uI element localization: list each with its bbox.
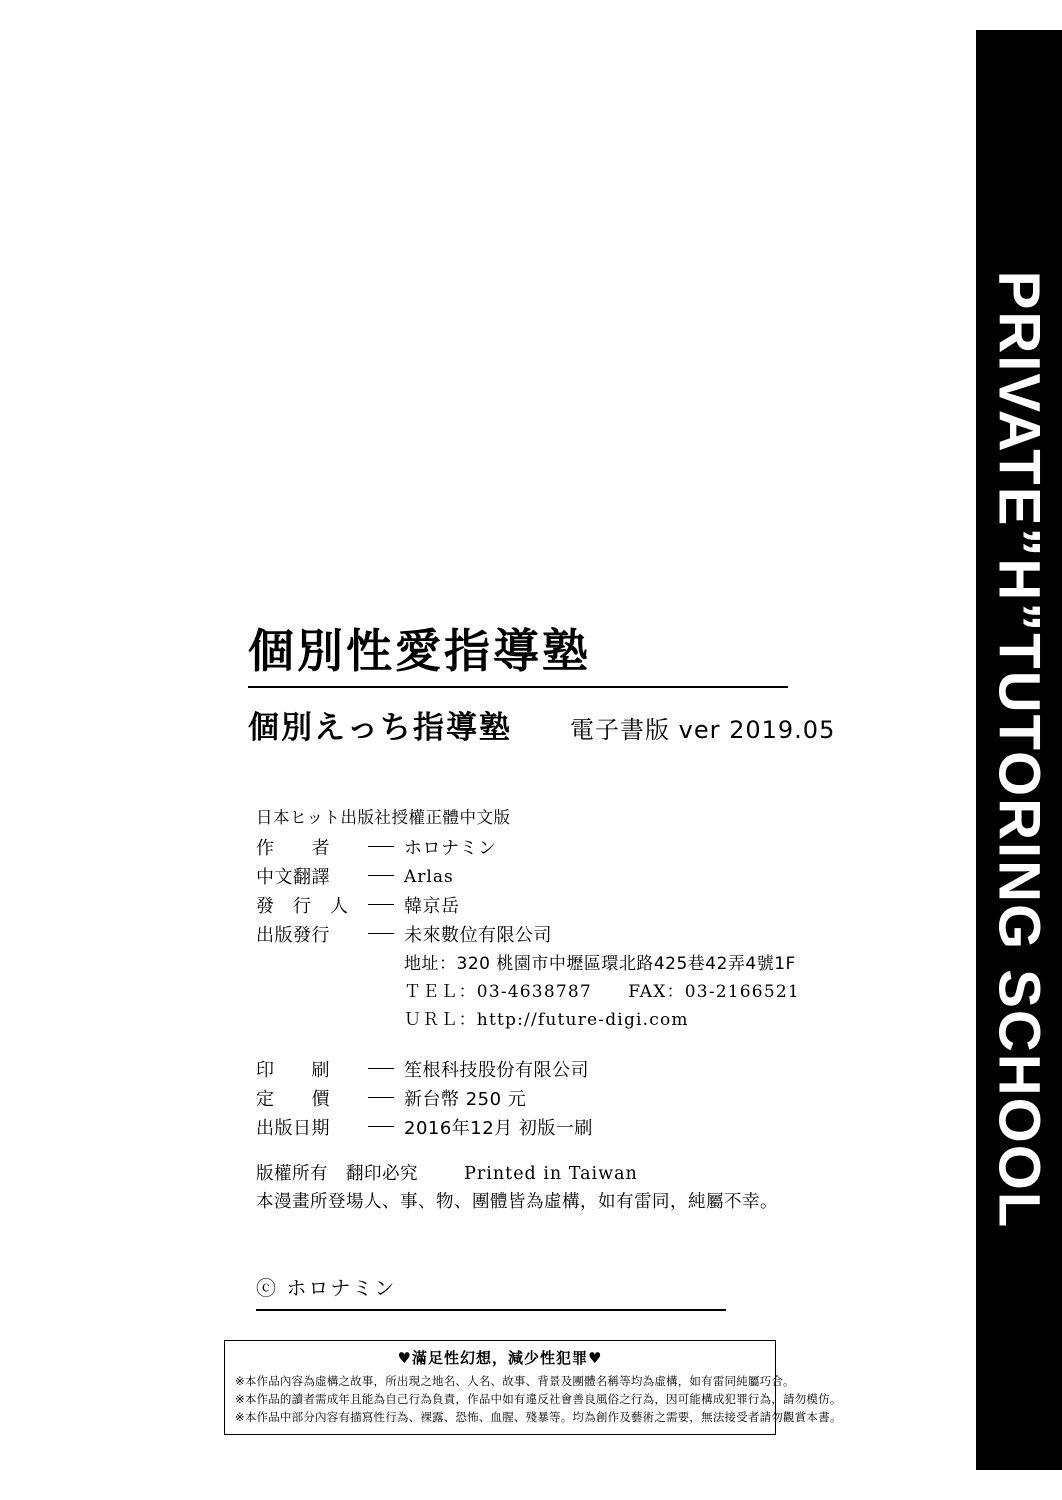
- credit-value: 韓京岳: [404, 895, 460, 917]
- credit-label: 作 者: [256, 837, 330, 859]
- credit-row-publisher-company: [256, 924, 876, 946]
- vertical-title-text: PRIVATE”H”TUTORING SCHOOL: [986, 270, 1052, 1230]
- dash-separator: [368, 933, 394, 934]
- page-title: 個別性愛指導塾: [248, 624, 591, 678]
- dash-separator: [368, 904, 394, 905]
- credit-label: 發 行 人: [256, 895, 349, 917]
- credits-block: [256, 810, 876, 1216]
- edition-version: 電子書版 ver 2019.05: [570, 715, 836, 744]
- credit-value: Arlas: [404, 867, 454, 887]
- credit-value: 新台幣 250 元: [404, 1088, 527, 1110]
- credit-value: 笙根科技股份有限公司: [404, 1059, 589, 1081]
- title-divider: [248, 686, 788, 688]
- credit-row-publication-date: [256, 1117, 876, 1139]
- warning-line: ※本作品內容為虛構之故事，所出現之地名、人名、故事、背景及團體名稱等均為虛構，如有雷同純屬巧合。: [235, 1374, 795, 1388]
- credit-label: 出版發行: [256, 924, 330, 946]
- credit-label: 出版日期: [256, 1117, 330, 1139]
- warning-box: [224, 1340, 842, 1435]
- credit-row-author: [256, 837, 876, 859]
- publisher-url: ＵＲＬ：http://future-digi.com: [404, 1009, 689, 1030]
- printed-in-taiwan-text: Printed in Taiwan: [464, 1163, 638, 1184]
- dash-separator: [368, 1126, 394, 1127]
- page-subtitle: 個別えっち指導塾: [248, 709, 512, 746]
- license-line: 日本ヒット出版社授權正體中文版: [256, 808, 511, 827]
- credit-value: ホロナミン: [404, 837, 497, 859]
- dash-separator: [368, 846, 394, 847]
- credit-label: 定 價: [256, 1088, 330, 1110]
- dash-separator: [368, 875, 394, 876]
- warning-line: ※本作品中部分內容有描寫性行為、裸露、恐怖、血腥、殘暴等。均為創作及藝術之需要，無法接受者請勿觀賞本書。: [235, 1409, 842, 1424]
- dash-separator: [368, 1068, 394, 1069]
- vertical-title-band: [976, 30, 1062, 1470]
- warning-heading: ♥滿足性幻想，減少性犯罪♥: [397, 1349, 603, 1367]
- credit-row-printer: [256, 1059, 876, 1081]
- credit-value: 2016年12月 初版一刷: [404, 1117, 593, 1139]
- rights-notice-line1: [256, 1160, 876, 1188]
- copyright-line: ⓒ ホロナミン: [256, 1272, 726, 1311]
- credit-row-translator: [256, 866, 876, 888]
- rights-reserved-text: 版權所有 翻印必究: [256, 1163, 418, 1184]
- dash-separator: [368, 1097, 394, 1098]
- warning-line: ※本作品的讀者需成年且能為自己行為負責，作品中如有違反社會善良風俗之行為，因可能構成犯罪行為，請勿模仿。: [235, 1391, 842, 1406]
- title-block: [248, 625, 848, 747]
- publisher-address: 地址：320 桃園市中壢區環北路425巷42弄4號1F: [404, 953, 796, 974]
- credit-label: 印 刷: [256, 1059, 330, 1081]
- fiction-disclaimer: 本漫畫所登場人、事、物、團體皆為虛構，如有雷同，純屬不幸。: [256, 1191, 778, 1212]
- credit-value: 未來數位有限公司: [404, 924, 552, 946]
- publisher-telephone-fax: ＴＥＬ：03-4638787 FAX：03-2166521: [404, 981, 800, 1002]
- spacer: [256, 1040, 876, 1062]
- credit-row-publisher-person: [256, 895, 876, 917]
- rights-notice: [256, 1160, 876, 1216]
- subtitle-row: [248, 702, 848, 747]
- credit-row-price: [256, 1088, 876, 1110]
- credit-label: 中文翻譯: [256, 866, 330, 888]
